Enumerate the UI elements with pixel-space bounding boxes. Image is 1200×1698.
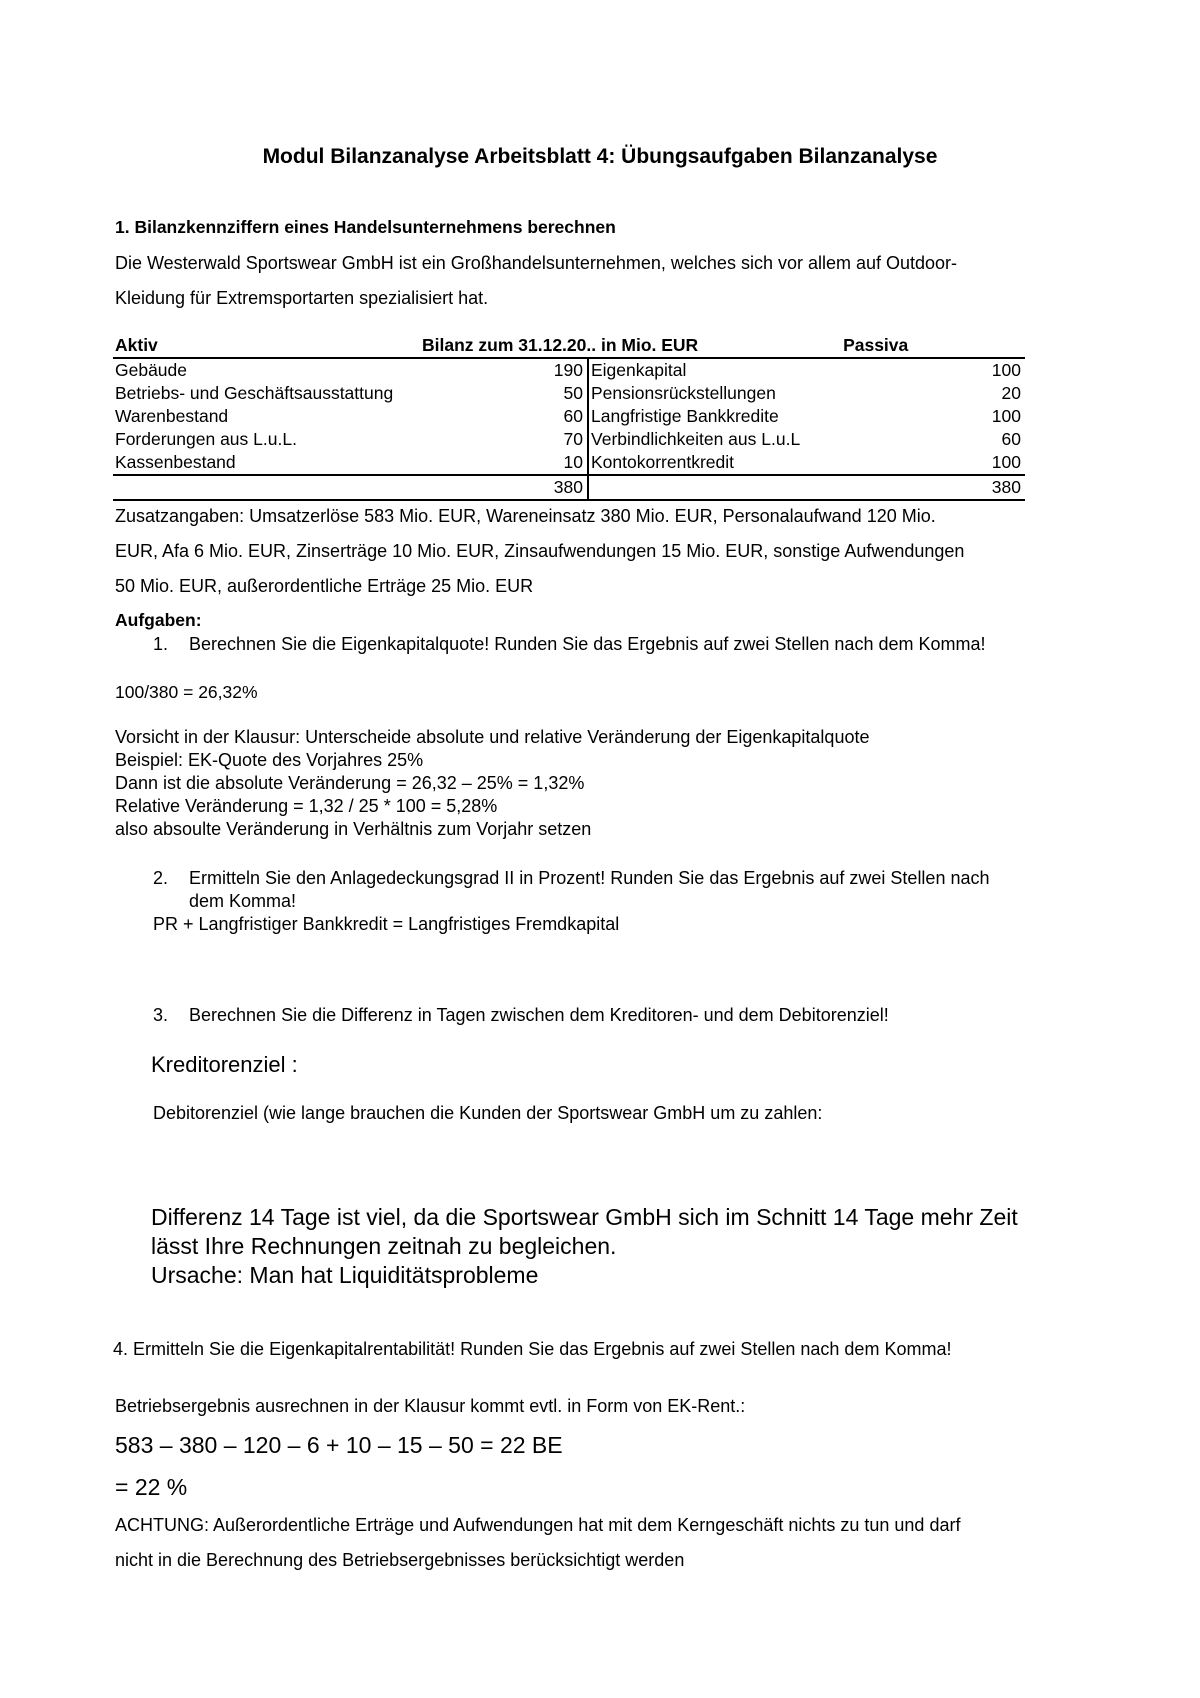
balance-aktiv-item: Warenbestand xyxy=(115,406,229,426)
balance-row xyxy=(113,358,1025,382)
balance-header-passiva: Passiva xyxy=(843,335,909,355)
note-line-4: Relative Veränderung = 1,32 / 25 * 100 = 5,28% xyxy=(115,796,498,816)
balance-passiv-item: Pensionsrückstellungen xyxy=(591,383,776,403)
task-2-answer: PR + Langfristiger Bankkredit = Langfristiges Fremdkapital xyxy=(153,914,620,934)
extra-line-2: EUR, Afa 6 Mio. EUR, Zinserträge 10 Mio. EUR, Zinsaufwendungen 15 Mio. EUR, sonstige Aufwendungen xyxy=(115,541,965,561)
task-2-line-2: dem Komma! xyxy=(189,891,297,911)
tasks-heading: Aufgaben: xyxy=(115,610,202,630)
extra-line-3: 50 Mio. EUR, außerordentliche Erträge 25 Mio. EUR xyxy=(115,576,534,596)
task-3-debitorenziel: Debitorenziel (wie lange brauchen die Kunden der Sportswear GmbH um zu zahlen: xyxy=(153,1103,823,1123)
balance-row xyxy=(113,405,1025,428)
page-title: Modul Bilanzanalyse Arbeitsblatt 4: Übungsaufgaben Bilanzanalyse xyxy=(262,145,938,168)
balance-aktiv-value: 70 xyxy=(542,428,588,451)
balance-header-title: Bilanz zum 31.12.20.. in Mio. EUR xyxy=(422,335,699,355)
balance-aktiv-item: Kassenbestand xyxy=(115,452,236,472)
total-aktiv: 380 xyxy=(542,475,588,500)
extra-line-1: Zusatzangaben: Umsatzerlöse 583 Mio. EUR, Wareneinsatz 380 Mio. EUR, Personalaufwand 120 Mio. xyxy=(115,506,936,526)
balance-header-row xyxy=(113,334,1025,358)
balance-passiv-item: Eigenkapital xyxy=(591,360,687,380)
intro-line-2: Kleidung für Extremsportarten spezialisiert hat. xyxy=(115,288,489,308)
task-4-warning-line-1: ACHTUNG: Außerordentliche Erträge und Aufwendungen hat mit dem Kerngeschäft nichts zu tun und darf xyxy=(115,1515,961,1535)
task-3-diff-line-2: lässt Ihre Rechnungen zeitnah zu begleichen. xyxy=(151,1233,617,1259)
balance-aktiv-value: 50 xyxy=(542,382,588,405)
balance-passiv-item: Langfristige Bankkredite xyxy=(591,406,779,426)
balance-row xyxy=(113,428,1025,451)
task-3-text: Berechnen Sie die Differenz in Tagen zwischen dem Kreditoren- und dem Debitorenziel! xyxy=(189,1005,889,1025)
balance-aktiv-item: Gebäude xyxy=(115,360,188,380)
balance-row xyxy=(113,451,1025,475)
balance-sheet-table xyxy=(113,334,1025,501)
note-line-5: also absoulte Veränderung in Verhältnis zum Vorjahr setzen xyxy=(115,819,592,839)
section-heading: 1. Bilanzkennziffern eines Handelsunternehmens berechnen xyxy=(115,217,616,237)
balance-row xyxy=(113,382,1025,405)
task-1-answer: 100/380 = 26,32% xyxy=(115,682,258,702)
balance-rows xyxy=(113,358,1025,475)
task-3-kreditorenziel: Kreditorenziel : xyxy=(151,1052,298,1077)
note-line-3: Dann ist die absolute Veränderung = 26,32 – 25% = 1,32% xyxy=(115,773,585,793)
task-1-number: 1. xyxy=(153,634,169,654)
task-3-number: 3. xyxy=(153,1005,169,1025)
task-4-calculation: 583 – 380 – 120 – 6 + 10 – 15 – 50 = 22 BE xyxy=(115,1432,563,1458)
balance-aktiv-item: Forderungen aus L.u.L. xyxy=(115,429,297,449)
total-passiv: 380 xyxy=(978,475,1025,500)
balance-passiv-value: 100 xyxy=(991,406,1021,426)
note-line-1: Vorsicht in der Klausur: Unterscheide absolute und relative Veränderung der Eigenkapitalquote xyxy=(115,727,870,747)
note-line-2: Beispiel: EK-Quote des Vorjahres 25% xyxy=(115,750,424,770)
balance-passiv-item: Kontokorrentkredit xyxy=(591,452,734,472)
task-2-line-1: Ermitteln Sie den Anlagedeckungsgrad II in Prozent! Runden Sie das Ergebnis auf zwei Stellen nach xyxy=(189,868,990,888)
balance-aktiv-value: 10 xyxy=(542,451,588,475)
balance-passiv-value: 100 xyxy=(991,360,1021,380)
task-3-diff-line-1: Differenz 14 Tage ist viel, da die Sportswear GmbH sich im Schnitt 14 Tage mehr Zeit xyxy=(151,1204,1018,1230)
task-4-result: = 22 % xyxy=(115,1474,188,1500)
balance-aktiv-value: 190 xyxy=(542,358,588,382)
task-4-note: Betriebsergebnis ausrechnen in der Klausur kommt evtl. in Form von EK-Rent.: xyxy=(115,1396,746,1416)
task-1-text: Berechnen Sie die Eigenkapitalquote! Runden Sie das Ergebnis auf zwei Stellen nach dem Komma! xyxy=(189,634,986,654)
balance-header-aktiv: Aktiv xyxy=(113,334,542,358)
balance-passiv-value: 100 xyxy=(991,452,1021,472)
balance-passiv-item: Verbindlichkeiten aus L.u.L xyxy=(591,429,801,449)
task-3-diff-line-3: Ursache: Man hat Liquiditätsprobleme xyxy=(151,1262,539,1288)
balance-aktiv-item: Betriebs- und Geschäftsausstattung xyxy=(115,383,394,403)
balance-passiv-value: 60 xyxy=(1001,429,1021,449)
balance-passiv-value: 20 xyxy=(1001,383,1021,403)
task-4-warning-line-2: nicht in die Berechnung des Betriebsergebnisses berücksichtigt werden xyxy=(115,1550,685,1570)
task-4-text: 4. Ermitteln Sie die Eigenkapitalrentabilität! Runden Sie das Ergebnis auf zwei Stellen nach dem Komma! xyxy=(113,1339,952,1359)
balance-aktiv-value: 60 xyxy=(542,405,588,428)
intro-line-1: Die Westerwald Sportswear GmbH ist ein Großhandelsunternehmen, welches sich vor allem auf Outdoor- xyxy=(115,253,958,273)
balance-total-row xyxy=(113,475,1025,500)
task-2-number: 2. xyxy=(153,868,169,888)
